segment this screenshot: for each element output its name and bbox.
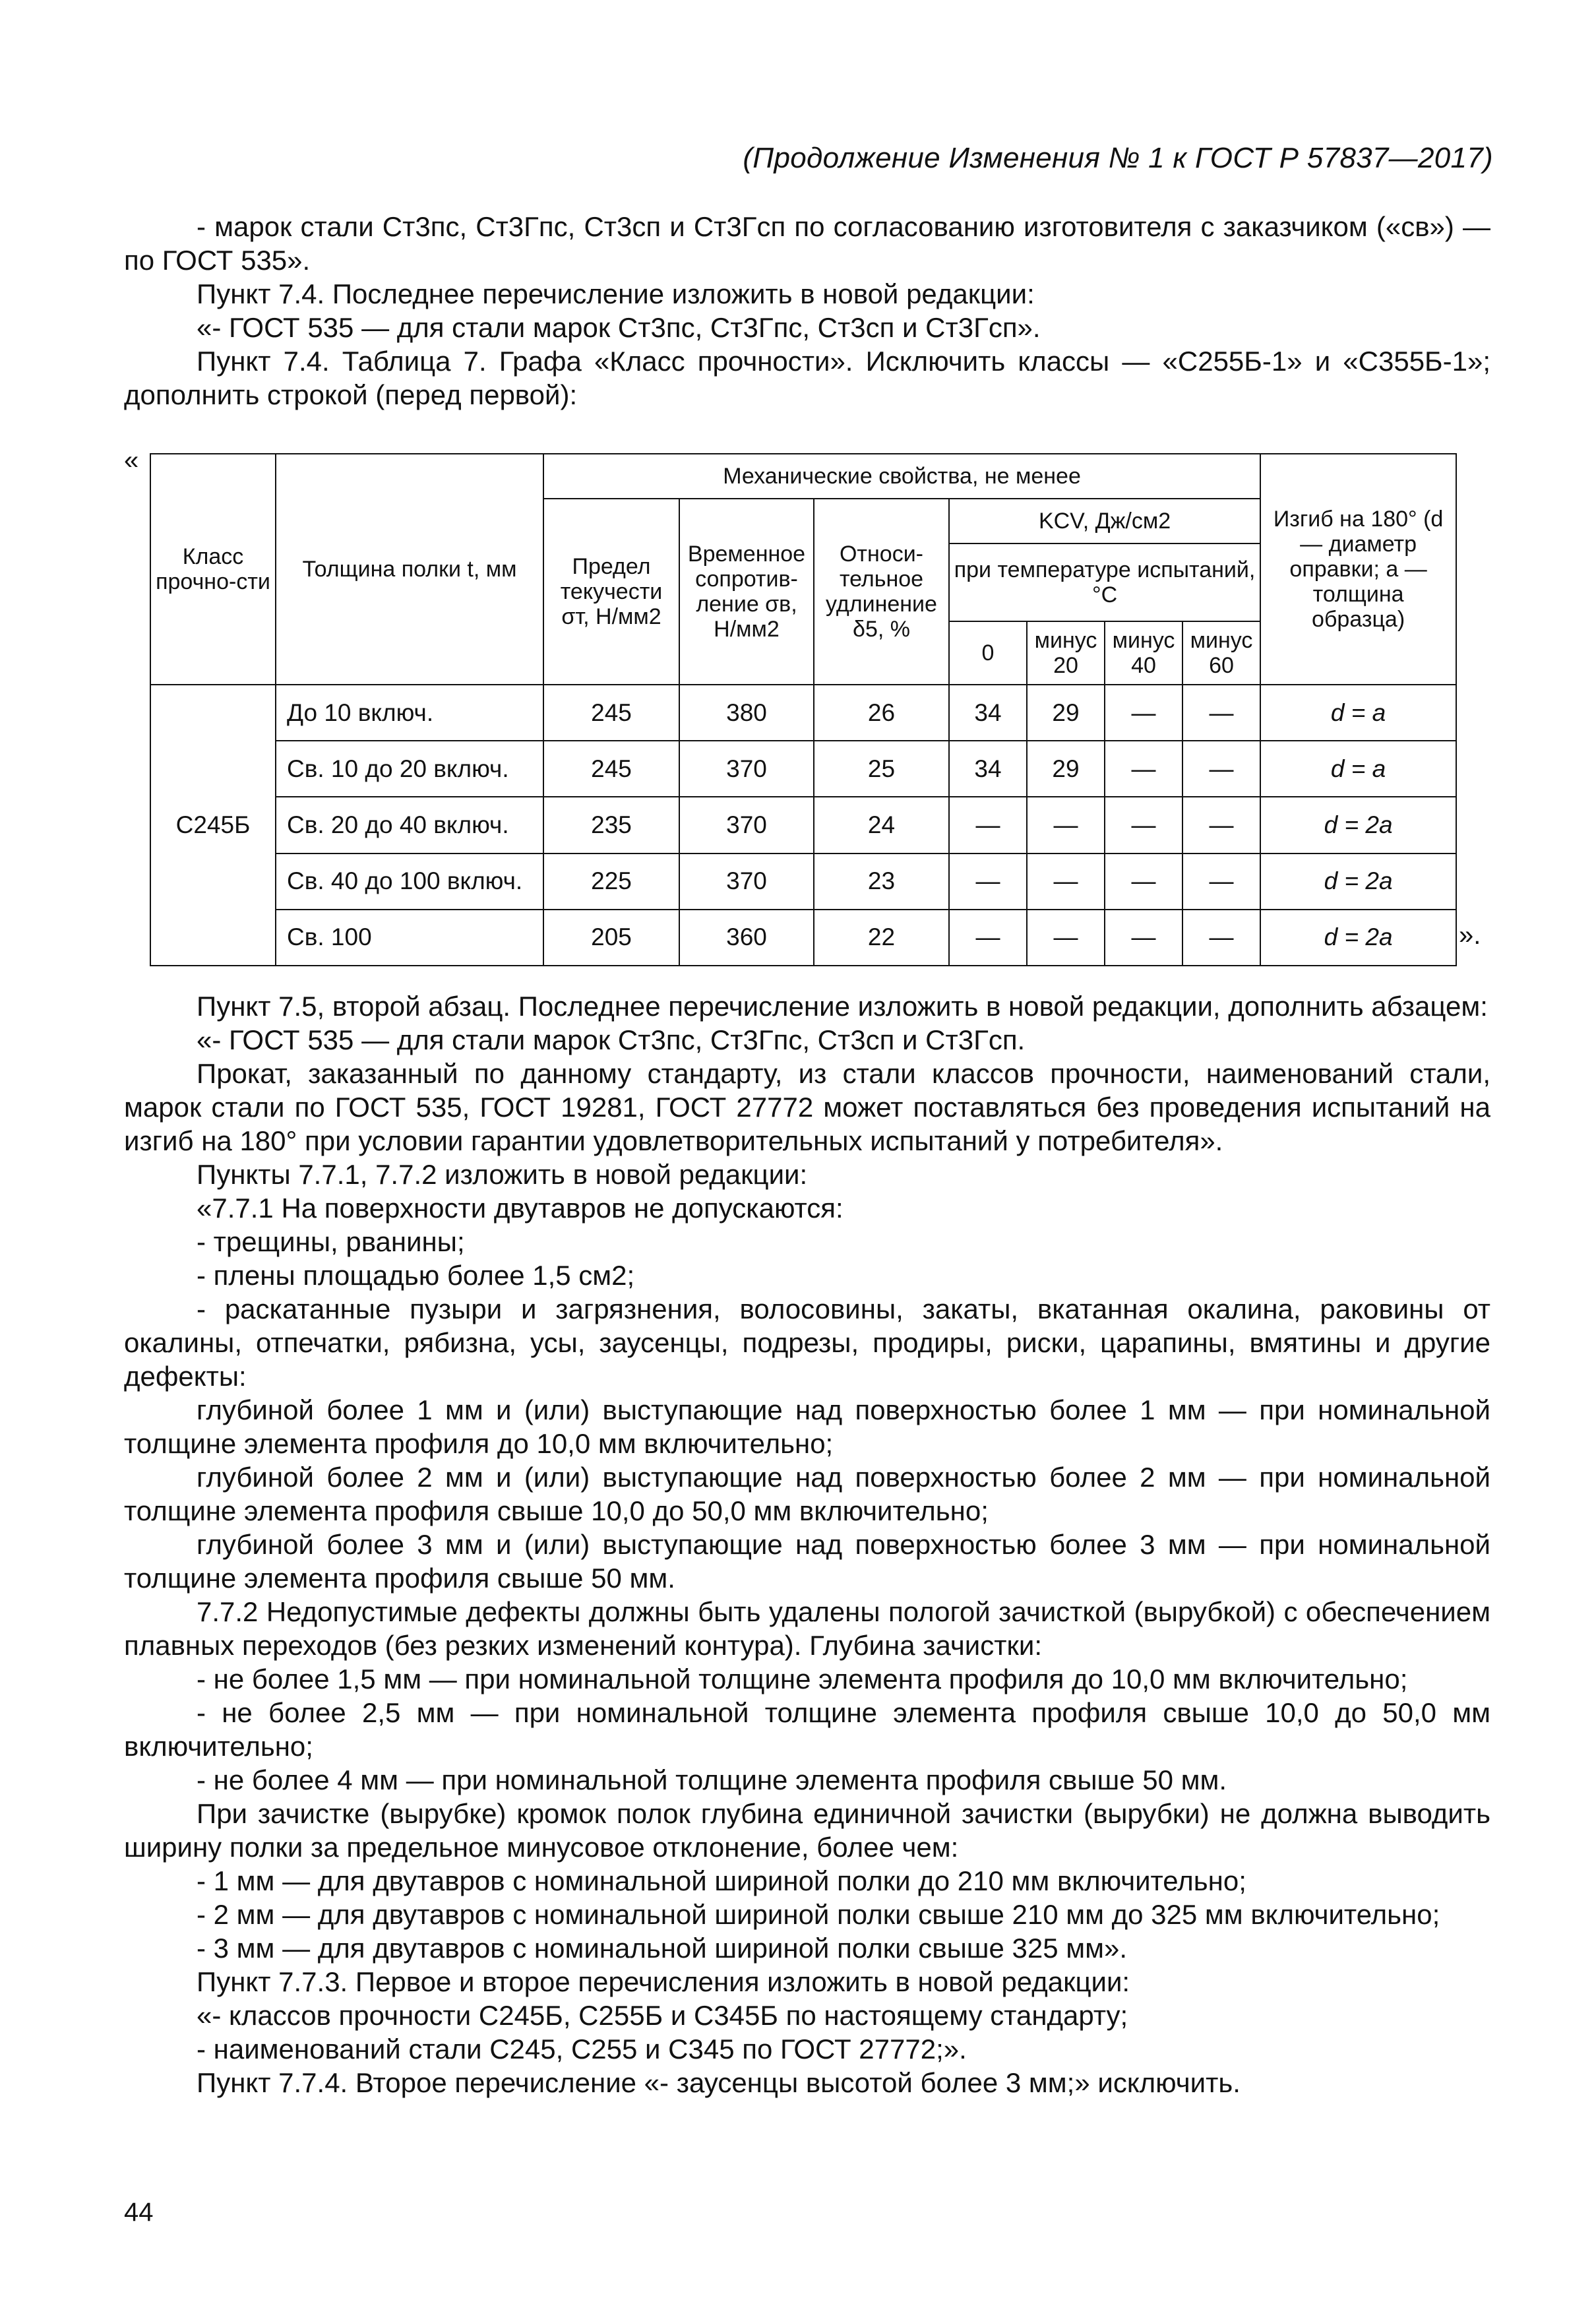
tensile-cell: 370 — [679, 854, 814, 910]
paragraph: Пункт 7.4. Таблица 7. Графа «Класс прочности». Исключить классы — «С255Б-1» и «С355Б-1»; дополнить строкой (перед первой): — [124, 346, 1490, 410]
header-temp-minus-40: минус 40 — [1105, 621, 1182, 685]
header-temp-minus-20: минус 20 — [1027, 621, 1105, 685]
paragraph: Пункт 7.5, второй абзац. Последнее перечисление изложить в новой редакции, дополнить абзацем: — [197, 991, 1488, 1022]
tensile-cell: 370 — [679, 797, 814, 853]
kcv-40-cell: — — [1105, 685, 1182, 741]
kcv-40-cell: — — [1105, 741, 1182, 797]
bend-cell: d = 2a — [1260, 854, 1456, 910]
quote-open: « — [124, 446, 139, 475]
thickness-cell: До 10 включ. — [276, 685, 543, 741]
header-tensile: Временное сопротив-ление σв, Н/мм2 — [679, 499, 814, 685]
kcv-0-cell: — — [949, 797, 1027, 853]
kcv-60-cell: — — [1182, 910, 1260, 966]
paragraph: При зачистке (вырубке) кромок полок глубина единичной зачистки (вырубки) не должна выводить ширину полки за предельное минусовое отклонение, более чем: — [124, 1798, 1490, 1863]
header-kcv: KCV, Дж/см2 — [949, 499, 1260, 543]
thickness-cell: Св. 20 до 40 включ. — [276, 797, 543, 853]
paragraph: «7.7.1 На поверхности двутавров не допускаются: — [197, 1193, 844, 1224]
kcv-60-cell: — — [1182, 685, 1260, 741]
paragraph: Пункт 7.4. Последнее перечисление изложить в новой редакции: — [197, 278, 1035, 309]
kcv-40-cell: — — [1105, 910, 1182, 966]
class-cell: С245Б — [150, 685, 276, 966]
thickness-cell: Св. 100 — [276, 910, 543, 966]
strength-table — [150, 453, 1456, 966]
paragraph: глубиной более 3 мм и (или) выступающие над поверхностью более 3 мм — при номинальной толщине элемента профиля свыше 50 мм. — [124, 1529, 1490, 1594]
kcv-60-cell: — — [1182, 797, 1260, 853]
header-elongation: Относи-тельное удлинение δ5, % — [814, 499, 949, 685]
kcv-0-cell: — — [949, 910, 1027, 966]
paragraph: Прокат, заказанный по данному стандарту, из стали классов прочности, наименований стали, марок стали по ГОСТ 535, ГОСТ 19281, ГОСТ 27772 может поставляться без проведения испытаний на изгиб на 180° при условии гарантии удовлетворительных испытаний у потребителя». — [124, 1058, 1490, 1156]
paragraph: Пункт 7.7.3. Первое и второе перечисления изложить в новой редакции: — [197, 1966, 1130, 1997]
paragraph: - плены площадью более 1,5 см2; — [197, 1260, 635, 1291]
thickness-cell: Св. 10 до 20 включ. — [276, 741, 543, 797]
quote-close: ». — [1459, 921, 1481, 950]
paragraph: - марок стали Ст3пс, Ст3Гпс, Ст3сп и Ст3Гсп по согласованию изготовителя с заказчиком («св») — по ГОСТ 535». — [124, 211, 1490, 276]
thickness-cell: Св. 40 до 100 включ. — [276, 854, 543, 910]
paragraph: Пункт 7.7.4. Второе перечисление «- заусенцы высотой более 3 мм;» исключить. — [197, 2067, 1241, 2098]
kcv-20-cell: — — [1027, 797, 1105, 853]
header-class: Класс прочно-сти — [150, 454, 276, 685]
header-bend: Изгиб на 180° (d — диаметр оправки; a — толщина образца) — [1260, 454, 1456, 685]
tensile-cell: 380 — [679, 685, 814, 741]
paragraph: глубиной более 1 мм и (или) выступающие над поверхностью более 1 мм — при номинальной толщине элемента профиля до 10,0 мм включительно; — [124, 1394, 1490, 1459]
paragraph: 7.7.2 Недопустимые дефекты должны быть удалены пологой зачисткой (вырубкой) с обеспечением плавных переходов (без резких изменений контура). Глубина зачистки: — [124, 1596, 1490, 1661]
kcv-20-cell: 29 — [1027, 685, 1105, 741]
bend-cell: d = 2a — [1260, 797, 1456, 853]
header-temperature: при температуре испытаний,°С — [949, 543, 1260, 621]
elongation-cell: 23 — [814, 854, 949, 910]
kcv-40-cell: — — [1105, 797, 1182, 853]
header-temp-minus-60: минус 60 — [1182, 621, 1260, 685]
kcv-0-cell: 34 — [949, 741, 1027, 797]
bend-cell: d = a — [1260, 685, 1456, 741]
kcv-60-cell: — — [1182, 741, 1260, 797]
elongation-cell: 22 — [814, 910, 949, 966]
kcv-0-cell: — — [949, 854, 1027, 910]
paragraph: - не более 1,5 мм — при номинальной толщине элемента профиля до 10,0 мм включительно; — [197, 1663, 1408, 1694]
paragraph: «- классов прочности С245Б, С255Б и С345Б по настоящему стандарту; — [197, 2000, 1128, 2031]
header-temp-0: 0 — [949, 621, 1027, 685]
intro-text — [124, 210, 1490, 412]
yield-cell: 245 — [543, 741, 679, 797]
paragraph: - раскатанные пузыри и загрязнения, волосовины, закаты, вкатанная окалина, раковины от окалины, отпечатки, рябизна, усы, заусенцы, подрезы, продиры, риски, царапины, вмятины и другие дефекты: — [124, 1293, 1490, 1392]
elongation-cell: 26 — [814, 685, 949, 741]
tensile-cell: 370 — [679, 741, 814, 797]
paragraph: глубиной более 2 мм и (или) выступающие над поверхностью более 2 мм — при номинальной толщине элемента профиля свыше 10,0 до 50,0 мм включительно; — [124, 1462, 1490, 1526]
header-yield: Предел текучести σт, Н/мм2 — [543, 499, 679, 685]
bend-cell: d = 2a — [1260, 910, 1456, 966]
yield-cell: 245 — [543, 685, 679, 741]
tensile-cell: 360 — [679, 910, 814, 966]
yield-cell: 225 — [543, 854, 679, 910]
paragraph: Пункты 7.7.1, 7.7.2 изложить в новой редакции: — [197, 1159, 808, 1190]
header-thickness: Толщина полки t, мм — [276, 454, 543, 685]
body-text — [124, 989, 1490, 2099]
elongation-cell: 24 — [814, 797, 949, 853]
kcv-20-cell: — — [1027, 910, 1105, 966]
header-mechanical: Механические свойства, не менее — [543, 454, 1260, 499]
kcv-0-cell: 34 — [949, 685, 1027, 741]
kcv-20-cell: 29 — [1027, 741, 1105, 797]
paragraph: - 1 мм — для двутавров с номинальной шириной полки до 210 мм включительно; — [197, 1865, 1246, 1896]
yield-cell: 235 — [543, 797, 679, 853]
paragraph: - трещины, рванины; — [197, 1226, 465, 1257]
paragraph: - 3 мм — для двутавров с номинальной шириной полки свыше 325 мм». — [197, 1933, 1127, 1964]
kcv-40-cell: — — [1105, 854, 1182, 910]
elongation-cell: 25 — [814, 741, 949, 797]
kcv-20-cell: — — [1027, 854, 1105, 910]
paragraph: «- ГОСТ 535 — для стали марок Ст3пс, Ст3Гпс, Ст3сп и Ст3Гсп. — [197, 1024, 1026, 1055]
running-header: (Продолжение Изменения № 1 к ГОСТ Р 57837—2017) — [743, 142, 1493, 174]
bend-cell: d = a — [1260, 741, 1456, 797]
paragraph: «- ГОСТ 535 — для стали марок Ст3пс, Ст3Гпс, Ст3сп и Ст3Гсп». — [197, 312, 1041, 343]
paragraph: - не более 4 мм — при номинальной толщине элемента профиля свыше 50 мм. — [197, 1764, 1227, 1795]
kcv-60-cell: — — [1182, 854, 1260, 910]
paragraph: - не более 2,5 мм — при номинальной толщине элемента профиля свыше 10,0 до 50,0 мм включительно; — [124, 1697, 1490, 1762]
paragraph: - наименований стали С245, С255 и С345 по ГОСТ 27772;». — [197, 2034, 967, 2065]
paragraph: - 2 мм — для двутавров с номинальной шириной полки свыше 210 мм до 325 мм включительно; — [197, 1899, 1440, 1930]
page-number: 44 — [124, 2198, 154, 2227]
yield-cell: 205 — [543, 910, 679, 966]
